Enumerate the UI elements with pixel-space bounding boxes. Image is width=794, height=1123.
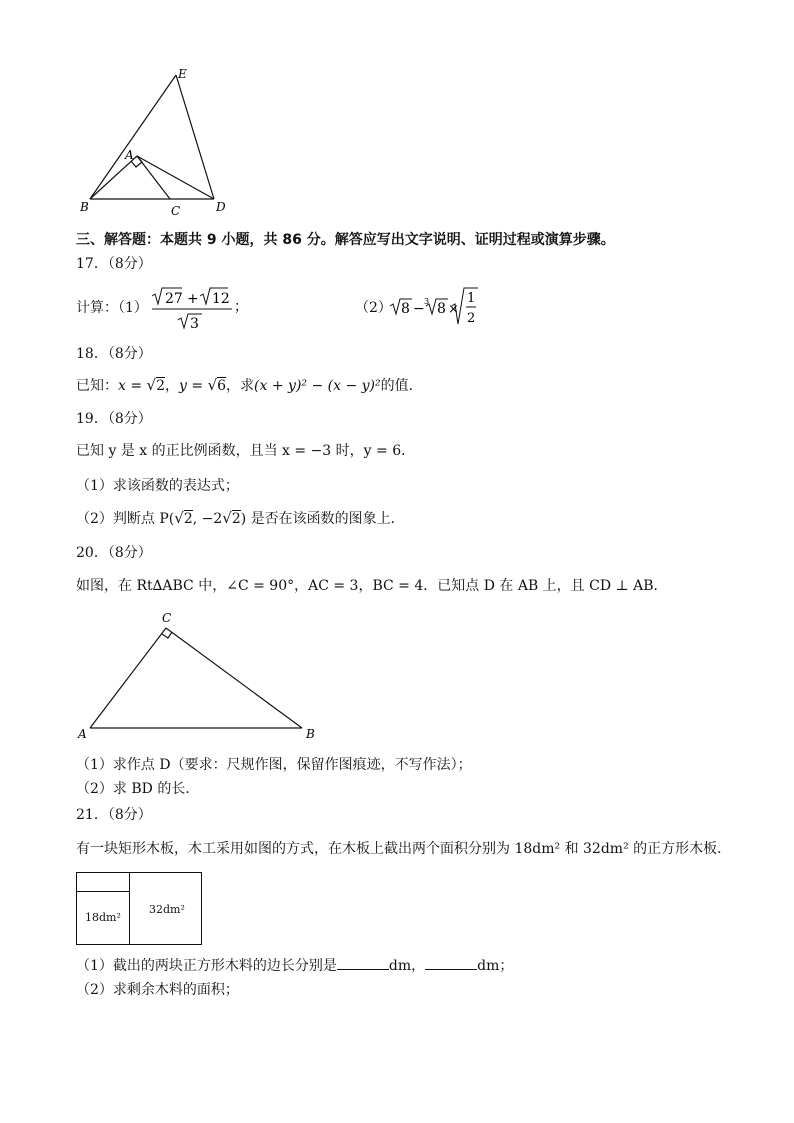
q18-line-start: 已知： bbox=[76, 378, 118, 394]
q17-p2-rad2: 8 bbox=[437, 301, 446, 317]
right-angle-mark bbox=[162, 632, 172, 638]
q19-part2-r2: 2 bbox=[231, 511, 241, 527]
q17-prefix: 计算：（1） bbox=[76, 300, 148, 316]
q19-part2-b: ) 是否在该函数的图象上． bbox=[240, 511, 405, 527]
q19-part2-a: （2）判断点 P( bbox=[76, 511, 175, 527]
q20-part2: （2）求 BD 的长． bbox=[76, 781, 200, 797]
q21-unit2: dm； bbox=[477, 958, 514, 974]
q17-p2-frac-num: 1 bbox=[467, 291, 476, 306]
segment-ac bbox=[90, 628, 166, 728]
section-heading: 三、解答题：本题共 9 小题，共 86 分。解答应写出文字说明、证明过程或演算步骤。 bbox=[76, 232, 615, 248]
q18-line: 已知：x = √2，y = √6，求(x + y)² − (x − y)²的值． bbox=[76, 376, 423, 394]
segment-cb bbox=[166, 628, 302, 728]
q20-stem: 如图，在 Rt∆ABC 中，∠C = 90°，AC = 3，BC = 4．已知点 D 在 AB 上，且 CD ⊥ AB． bbox=[76, 578, 668, 594]
q18-y-eq: y = bbox=[179, 378, 208, 394]
q21-header: 21．（8分） bbox=[76, 807, 152, 823]
label-c: C bbox=[162, 611, 172, 625]
q17-p1-num-a: 27 bbox=[165, 291, 183, 307]
q21-stem: 有一块矩形木板，木工采用如图的方式，在木板上截出两个面积分别为 18dm² 和 32dm² 的正方形木板． bbox=[76, 841, 732, 857]
label-a: A bbox=[78, 727, 87, 741]
q21-part2: （2）求剩余木料的面积； bbox=[76, 982, 239, 998]
q20-header: 20．（8分） bbox=[76, 545, 152, 561]
q19-part2-mid: , −2 bbox=[192, 511, 223, 527]
label-b: B bbox=[306, 727, 315, 741]
leftover-strip bbox=[77, 873, 129, 892]
q19-stem: 已知 y 是 x 的正比例函数，且当 x = −3 时，y = 6． bbox=[76, 443, 416, 459]
q18-sep2: ，求 bbox=[226, 378, 255, 394]
answer-blank-1[interactable] bbox=[337, 955, 389, 970]
q17-p1-num-b: 12 bbox=[212, 291, 230, 307]
segment-ba bbox=[90, 156, 137, 199]
q21-part1 bbox=[76, 955, 513, 976]
q17-part1-fraction bbox=[148, 284, 248, 332]
answer-blank-2[interactable] bbox=[425, 955, 477, 970]
label-a: A bbox=[125, 148, 134, 162]
q18-x-eq: x = bbox=[118, 378, 147, 394]
q19-part2-r1: 2 bbox=[183, 511, 193, 527]
q19-part2: （2）判断点 P(√2, −2√2) 是否在该函数的图象上． bbox=[76, 509, 405, 527]
label-d: D bbox=[216, 200, 226, 214]
q17-part2-label: （2） bbox=[355, 300, 392, 316]
square-32-label: 32dm² bbox=[149, 903, 185, 916]
triangle-abc-figure bbox=[70, 606, 330, 741]
q17-p2-frac-den: 2 bbox=[467, 311, 476, 326]
q18-header: 18．（8分） bbox=[76, 346, 152, 362]
q17-p2-rad1: 8 bbox=[401, 301, 410, 317]
q18-y-rad: 6 bbox=[217, 378, 227, 394]
q17-p1-end: ； bbox=[234, 299, 248, 315]
board-diagram bbox=[76, 872, 202, 945]
label-e: E bbox=[178, 67, 187, 81]
label-c: C bbox=[171, 204, 181, 218]
q21-part1-text: （1）截出的两块正方形木料的边长分别是 bbox=[76, 958, 337, 974]
q17-p2-times: × bbox=[448, 302, 459, 317]
q17-p2-minus: − bbox=[413, 301, 425, 317]
q18-expression: (x + y)² − (x − y)² bbox=[254, 378, 381, 394]
q18-x-rad: 2 bbox=[156, 378, 166, 394]
q17-header: 17．（8分） bbox=[76, 256, 152, 272]
q18-sep1: ， bbox=[165, 378, 180, 394]
q17-p1-plus: + bbox=[187, 291, 199, 307]
q20-part1: （1）求作点 D（要求：尺规作图，保留作图痕迹，不写作法）； bbox=[76, 757, 472, 773]
q17-p2-index: 3 bbox=[424, 297, 430, 306]
q17-p1-den: 3 bbox=[190, 316, 199, 332]
q19-header: 19．（8分） bbox=[76, 411, 152, 427]
segment-be bbox=[90, 75, 176, 199]
q21-unit1: dm， bbox=[388, 958, 426, 974]
q18-end: 的值． bbox=[380, 378, 423, 394]
q17-part2-expression bbox=[388, 284, 488, 330]
square-18-label: 18dm² bbox=[85, 911, 121, 924]
geometry-figure-ebd bbox=[70, 62, 240, 222]
q19-part1: （1）求该函数的表达式； bbox=[76, 478, 239, 494]
label-b: B bbox=[80, 200, 89, 214]
